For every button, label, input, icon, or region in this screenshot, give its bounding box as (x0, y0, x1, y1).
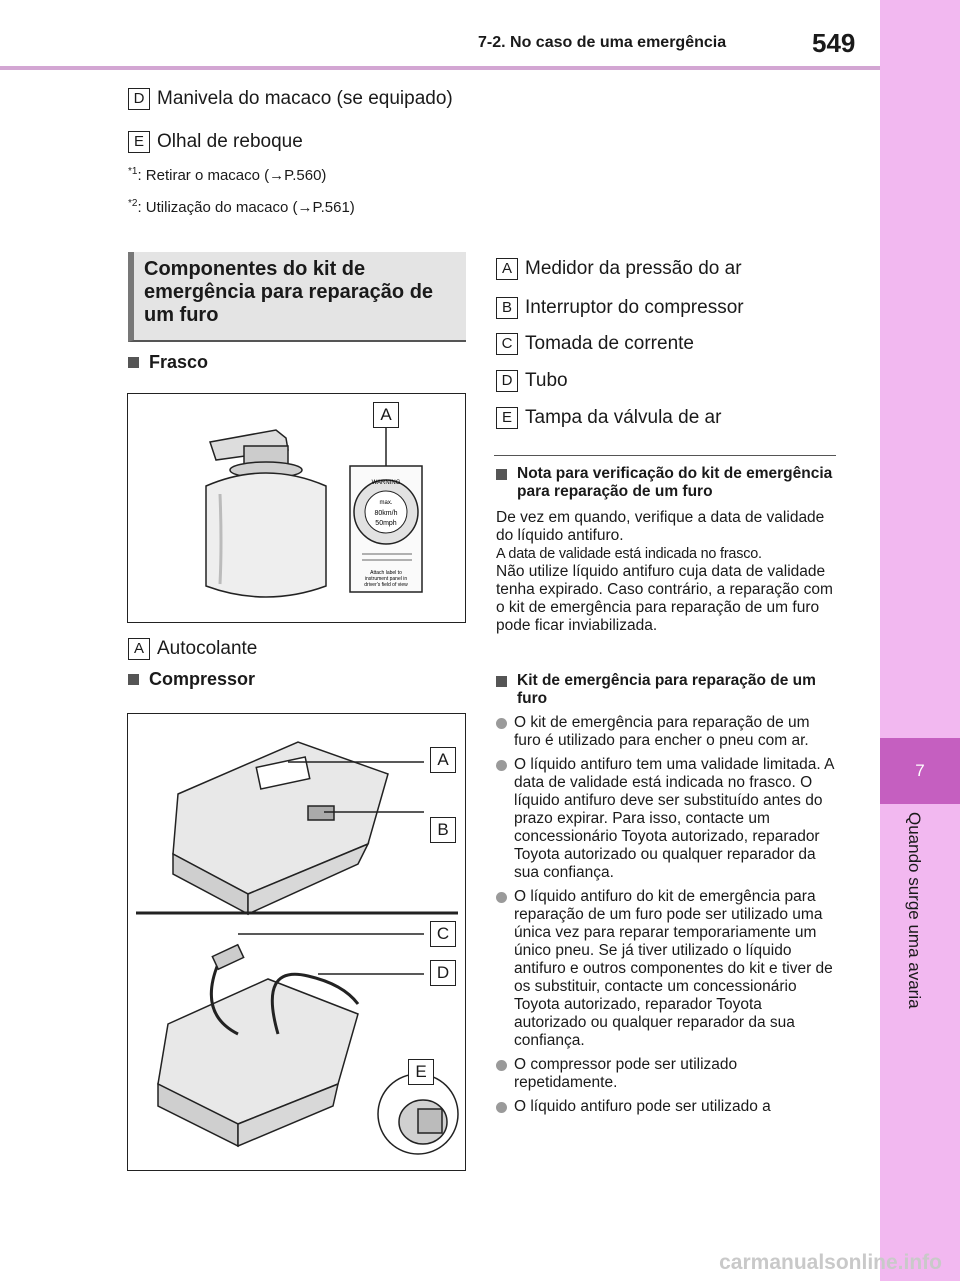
item-hose (496, 370, 568, 392)
bullet-text: O kit de emergência para reparação de um furo é utilizado para encher o pneu com ar. (514, 714, 810, 749)
heading-text: Nota para verificação do kit de emergência para reparação de um furo (517, 465, 833, 500)
item-jack-handle (128, 88, 453, 110)
subheading-compressor (128, 669, 255, 690)
sticker-warning: WARNING (371, 480, 401, 486)
note-body-3: Não utilize líquido antifuro cuja data de validade tenha expirado. Caso contrário, a reparação com o kit de emergência para reparação de um furo pode ficar inviabilizada. (496, 563, 833, 634)
item-text: Olhal de reboque (157, 131, 303, 152)
round-bullet-icon (496, 1102, 507, 1113)
section-heading: Componentes do kit de emergência para reparação de um furo (128, 252, 466, 342)
note-check-heading (496, 465, 838, 501)
round-bullet-icon (496, 760, 507, 771)
footnote-1 (128, 166, 326, 184)
kit-bullet (496, 888, 838, 1050)
section-divider (494, 455, 836, 456)
chapter-number-tab: 7 (880, 738, 960, 804)
item-pressure-gauge (496, 258, 742, 280)
label-a: A (496, 258, 518, 280)
item-text: Medidor da pressão do ar (525, 258, 742, 279)
item-text: Tomada de corrente (525, 333, 694, 354)
bullet-text: O compressor pode ser utilizado repetidamente. (514, 1056, 738, 1091)
item-text: Tampa da válvula de ar (525, 407, 722, 428)
square-bullet-icon (496, 676, 507, 687)
sticker-note-1: Attach label to (370, 570, 402, 576)
note-body-2: A data de validade está indicada no frasco. (496, 546, 762, 562)
sticker-speed-mph: 50mph (375, 520, 397, 527)
kit-bullet (496, 1056, 838, 1092)
label-e: E (496, 407, 518, 429)
round-bullet-icon (496, 892, 507, 903)
item-sticker (128, 638, 257, 660)
kit-bullet (496, 756, 838, 882)
chapter-title-vertical: Quando surge uma avaria (905, 812, 924, 1009)
note-body-1: De vez em quando, verifique a data de validade do líquido antifuro. (496, 509, 825, 544)
square-bullet-icon (128, 357, 139, 368)
footnote-text: : Utilização do macaco (→P.561) (137, 199, 355, 216)
callout-b: B (430, 817, 456, 843)
label-d: D (496, 370, 518, 392)
item-text: Interruptor do compressor (525, 297, 744, 318)
header-rule (0, 66, 880, 70)
sticker-note-2: instrument panel in (364, 576, 408, 582)
sealant-bottle-illustration (128, 394, 466, 623)
bottle-figure (127, 393, 466, 623)
page-number: 549 (812, 28, 856, 58)
kit-bullet (496, 714, 838, 750)
section-title-header: 7-2. No caso de uma emergência (478, 34, 727, 51)
square-bullet-icon (496, 469, 507, 480)
item-text: Autocolante (157, 638, 258, 659)
kit-bullet (496, 1098, 838, 1116)
kit-heading (496, 672, 838, 708)
bullet-text: O líquido antifuro do kit de emergência para reparação de um furo pode ser utilizado uma única vez para reparar temporariamente um único pneu. Se já tiver utilizado o líquido antifuro e outros componentes do kit e tiver de os substituir, contacte um concessionário Toyota autorizado, reparador Toyota autorizado ou qualquer reparador da sua confiança. (514, 888, 833, 1049)
label-d: D (128, 88, 150, 110)
square-bullet-icon (128, 674, 139, 685)
round-bullet-icon (496, 1060, 507, 1071)
kit-block (496, 672, 838, 1116)
label-a: A (128, 638, 150, 660)
label-e: E (128, 131, 150, 153)
note-check-block (496, 465, 838, 635)
heading-text: Kit de emergência para reparação de um furo (517, 672, 816, 707)
sticker-speed-kmh: 80km/h (374, 510, 398, 517)
callout-d: D (430, 960, 456, 986)
footnote-mark: *1 (128, 166, 138, 177)
item-text: Manivela do macaco (se equipado) (157, 88, 453, 109)
compressor-illustration (128, 714, 466, 1171)
round-bullet-icon (496, 718, 507, 729)
chapter-sidebar (880, 0, 960, 1281)
item-text: Tubo (525, 370, 568, 391)
item-valve-cap (496, 407, 721, 429)
callout-a: A (430, 747, 456, 773)
sticker-speed-top: max. (379, 500, 393, 506)
compressor-figure (127, 713, 466, 1171)
subheading-text: Frasco (149, 352, 209, 372)
callout-a: A (373, 402, 399, 428)
footnote-mark: *2 (128, 198, 138, 209)
callout-e: E (408, 1059, 434, 1085)
item-towing-eyelet (128, 131, 303, 153)
subheading-text: Compressor (149, 669, 256, 689)
bullet-text: O líquido antifuro tem uma validade limitada. A data de validade está indicada no frasco. O líquido antifuro deve ser substituído antes do prazo expirar. Para isso, contacte um concessionário Toyota autorizado, reparador Toyota autorizado ou qualquer reparador da sua confiança. (514, 756, 834, 881)
sticker-note-3: driver's field of view (364, 582, 408, 588)
subheading-bottle (128, 352, 208, 373)
footnote-2 (128, 198, 355, 216)
footnote-text: : Retirar o macaco (→P.560) (137, 167, 327, 184)
item-compressor-switch (496, 297, 744, 319)
bullet-text: O líquido antifuro pode ser utilizado a (514, 1098, 771, 1115)
watermark: carmanualsonline.info (719, 1251, 942, 1274)
item-power-plug (496, 333, 694, 355)
label-b: B (496, 297, 518, 319)
label-c: C (496, 333, 518, 355)
callout-c: C (430, 921, 456, 947)
